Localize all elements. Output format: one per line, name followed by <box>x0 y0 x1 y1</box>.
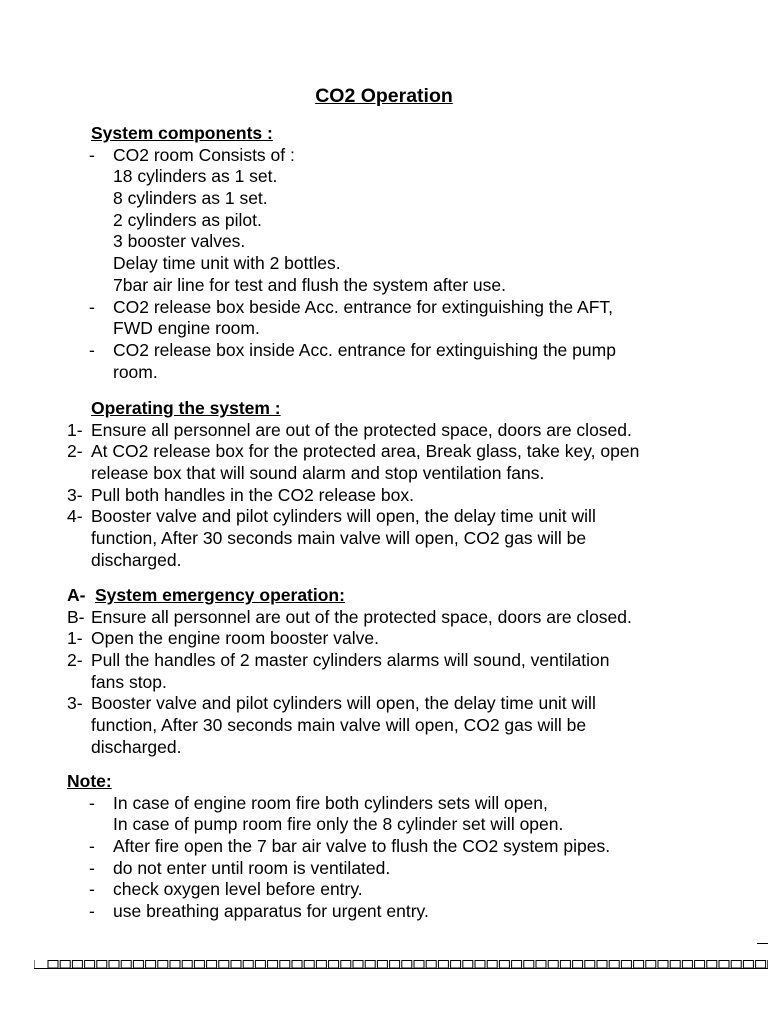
emergency-section <box>0 585 768 759</box>
ruler-cell <box>524 961 534 969</box>
note-item-text: do not enter until room is ventilated. <box>113 857 391 878</box>
ruler-cell <box>609 961 619 969</box>
component-item-line <box>0 188 768 210</box>
operating-heading: Operating the system : <box>91 398 281 418</box>
note-list <box>0 793 768 923</box>
note-section <box>0 771 768 923</box>
component-item-line <box>0 297 768 319</box>
ruler-cell <box>231 961 241 969</box>
footer-ruler <box>34 960 768 969</box>
ruler-cell <box>133 961 143 969</box>
ruler-cell <box>756 961 766 969</box>
emergency-step-text: Pull the handles of 2 master cylinders alarms will sound, ventilation <box>91 650 610 671</box>
ruler-cell <box>487 961 497 969</box>
ruler-cell <box>194 961 204 969</box>
components-list <box>0 145 768 384</box>
operating-step-line <box>0 485 768 507</box>
ruler-cell <box>548 961 558 969</box>
component-item-marker: - <box>89 144 95 165</box>
operating-step-text: function, After 30 seconds main valve will open, CO2 gas will be <box>91 528 587 549</box>
component-item-text: 18 cylinders as 1 set. <box>113 166 278 187</box>
operating-step-text: Pull both handles in the CO2 release box. <box>91 484 414 505</box>
note-item-line <box>0 793 768 815</box>
note-item-marker: - <box>89 857 95 878</box>
ruler-cell <box>146 961 156 969</box>
ruler-cell <box>707 961 717 969</box>
ruler-cell <box>536 961 546 969</box>
ruler-cell <box>682 961 692 969</box>
component-item-marker: - <box>89 339 95 360</box>
component-item-text: 7bar air line for test and flush the system after use. <box>113 274 506 295</box>
note-heading: Note: <box>67 771 112 791</box>
component-item-text: 2 cylinders as pilot. <box>113 209 262 230</box>
component-item-line <box>0 210 768 232</box>
ruler-cell <box>573 961 583 969</box>
ruler-cell <box>512 961 522 969</box>
ruler-cell <box>414 961 424 969</box>
operating-step-marker: 3- <box>67 484 83 505</box>
component-item-text: 8 cylinders as 1 set. <box>113 188 268 209</box>
emergency-step-marker: 2- <box>67 650 83 671</box>
operating-step-marker: 4- <box>67 506 83 527</box>
page-title: CO2 Operation <box>315 85 453 107</box>
operating-step-line <box>0 550 768 572</box>
ruler-cell <box>329 961 339 969</box>
component-item-text: FWD engine room. <box>113 318 260 339</box>
note-item-text: use breathing apparatus for urgent entry. <box>113 901 429 922</box>
operating-step-text: Ensure all personnel are out of the protected space, doors are closed. <box>91 419 632 440</box>
component-item-line <box>0 231 768 253</box>
note-heading-line <box>0 771 768 793</box>
ruler-cell <box>268 961 278 969</box>
ruler-cell <box>243 961 253 969</box>
note-item-line <box>0 901 768 923</box>
ruler-cell <box>341 961 351 969</box>
ruler-cell <box>182 961 192 969</box>
note-item-marker: - <box>89 879 95 900</box>
ruler-cell <box>219 961 229 969</box>
emergency-step-text: function, After 30 seconds main valve will open, CO2 gas will be <box>91 715 587 736</box>
ruler-cell <box>377 961 387 969</box>
note-item-text: In case of engine room fire both cylinders sets will open, <box>113 792 548 813</box>
operating-step-text: At CO2 release box for the protected area, Break glass, take key, open <box>91 441 640 462</box>
ruler-cell <box>316 961 326 969</box>
emergency-step-text: fans stop. <box>91 671 167 692</box>
note-item-text: After fire open the 7 bar air valve to flush the CO2 system pipes. <box>113 836 611 857</box>
ruler-cell <box>560 961 570 969</box>
components-section <box>0 123 768 383</box>
component-item-line <box>0 340 768 362</box>
emergency-list <box>0 607 768 759</box>
component-item-line <box>0 362 768 384</box>
operating-step-marker: 2- <box>67 441 83 462</box>
ruler-cell <box>365 961 375 969</box>
ruler-cell <box>743 961 753 969</box>
emergency-heading-line <box>0 585 768 607</box>
ruler-cell <box>97 961 107 969</box>
emergency-step-line <box>0 628 768 650</box>
ruler-cell <box>304 961 314 969</box>
operating-step-marker: 1- <box>67 419 83 440</box>
operating-section <box>0 398 768 572</box>
emergency-step-line <box>0 715 768 737</box>
ruler-cell <box>48 961 58 969</box>
ruler-cell <box>255 961 265 969</box>
operating-step-line <box>0 528 768 550</box>
ruler-cell <box>621 961 631 969</box>
operating-step-text: release box that will sound alarm and stop ventilation fans. <box>91 463 545 484</box>
ruler-cell <box>658 961 668 969</box>
operating-step-line <box>0 441 768 463</box>
operating-step-line <box>0 506 768 528</box>
component-item-text: 3 booster valves. <box>113 231 246 252</box>
note-item-line <box>0 836 768 858</box>
component-item-text: CO2 release box inside Acc. entrance for extinguishing the pump <box>113 339 616 360</box>
corner-mark <box>757 943 768 944</box>
ruler-cell <box>695 961 705 969</box>
emergency-step-marker: 3- <box>67 693 83 714</box>
operating-list <box>0 420 768 572</box>
component-item-line <box>0 253 768 275</box>
ruler-cell <box>292 961 302 969</box>
component-item-line <box>0 318 768 340</box>
ruler-cell <box>597 961 607 969</box>
ruler-cell <box>475 961 485 969</box>
ruler-cell <box>646 961 656 969</box>
emergency-step-line <box>0 672 768 694</box>
note-item-marker: - <box>89 792 95 813</box>
note-item-text: check oxygen level before entry. <box>113 879 363 900</box>
component-item-line <box>0 145 768 167</box>
ruler-cell <box>60 961 70 969</box>
emergency-step-line <box>0 650 768 672</box>
ruler-cell <box>85 961 95 969</box>
ruler-cell <box>402 961 412 969</box>
ruler-cell <box>670 961 680 969</box>
operating-step-text: Booster valve and pilot cylinders will open, the delay time unit will <box>91 506 596 527</box>
emergency-step-text: Booster valve and pilot cylinders will open, the delay time unit will <box>91 693 596 714</box>
component-item-text: CO2 room Consists of : <box>113 144 295 165</box>
ruler-cell <box>280 961 290 969</box>
ruler-cell <box>170 961 180 969</box>
note-item-line <box>0 879 768 901</box>
component-item-text: Delay time unit with 2 bottles. <box>113 253 341 274</box>
emergency-step-marker: B- <box>67 606 85 627</box>
component-item-text: room. <box>113 361 158 382</box>
note-item-text: In case of pump room fire only the 8 cylinder set will open. <box>113 814 564 835</box>
ruler-cell <box>72 961 82 969</box>
component-item-text: CO2 release box beside Acc. entrance for extinguishing the AFT, <box>113 296 614 317</box>
components-heading-line <box>0 123 768 145</box>
emergency-step-text: discharged. <box>91 736 182 757</box>
ruler-cell <box>353 961 363 969</box>
ruler-cell <box>634 961 644 969</box>
note-item-line <box>0 858 768 880</box>
emergency-step-marker: 1- <box>67 628 83 649</box>
ruler-cell <box>109 961 119 969</box>
ruler-cell <box>390 961 400 969</box>
component-item-marker: - <box>89 296 95 317</box>
emergency-step-text: Ensure all personnel are out of the protected space, doors are closed. <box>91 606 632 627</box>
component-item-line <box>0 275 768 297</box>
ruler-cell <box>158 961 168 969</box>
components-heading: System components : <box>91 123 273 143</box>
ruler-cell <box>499 961 509 969</box>
emergency-step-line <box>0 737 768 759</box>
note-item-line <box>0 814 768 836</box>
ruler-cell <box>719 961 729 969</box>
note-item-marker: - <box>89 901 95 922</box>
ruler-cell <box>731 961 741 969</box>
ruler-cell <box>426 961 436 969</box>
ruler-cell <box>451 961 461 969</box>
emergency-step-line <box>0 607 768 629</box>
component-item-line <box>0 166 768 188</box>
ruler-cell <box>463 961 473 969</box>
ruler-cell <box>438 961 448 969</box>
operating-heading-line <box>0 398 768 420</box>
operating-step-line <box>0 463 768 485</box>
emergency-heading: System emergency operation: <box>95 585 345 605</box>
ruler-cell <box>207 961 217 969</box>
ruler-cell <box>121 961 131 969</box>
ruler-cell <box>585 961 595 969</box>
operating-step-line <box>0 420 768 442</box>
emergency-step-line <box>0 693 768 715</box>
emergency-prefix: A- <box>67 585 86 605</box>
note-item-marker: - <box>89 836 95 857</box>
operating-step-text: discharged. <box>91 549 182 570</box>
emergency-step-text: Open the engine room booster valve. <box>91 628 379 649</box>
